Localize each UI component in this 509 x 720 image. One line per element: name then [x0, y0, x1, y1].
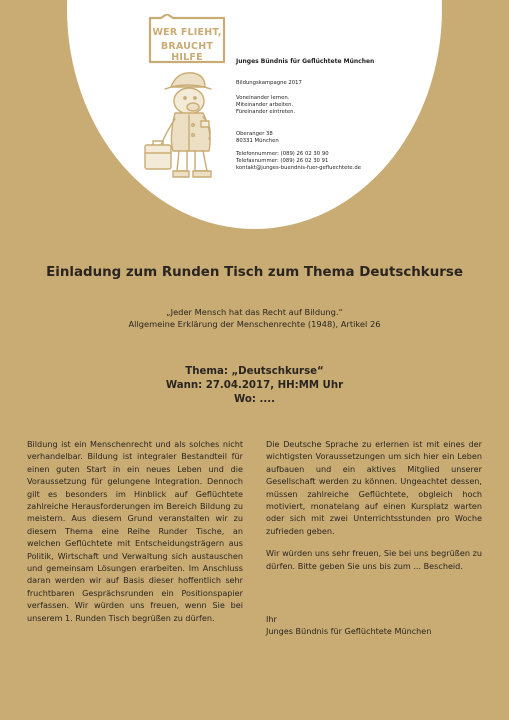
body-right-paragraph-1: Die Deutsche Sprache zu erlernen ist mit eines der wichtigsten Voraussetzungen um sich hier ein Leben aufbauen und ein aktives Mitglied unserer Gesellschaft werden zu können. Ungeachtet dessen, müssen zahlreiche Geflüchtete, obgleich hoch motiviert, monatelang auf einen Kursplatz warten oder sich mit zwei Unterrichtsstunden pro Woche zufrieden geben.	[266, 439, 482, 536]
logo-line-1: WER FLIEHT,	[152, 27, 222, 38]
signoff	[266, 613, 482, 638]
fax-number: Telefaxnummer: (089) 26 02 30 91	[236, 158, 329, 164]
body-left-paragraph: Bildung ist ein Menschenrecht und als solches nicht verhandelbar. Bildung ist integraler Bestandteil für einen guten Start in ein neues Leben und die Voraussetzung für gelungene Integration. Dennoch gilt es besonders im Hinblick auf Geflüchtete zahlreiche Herausforderungen im Bereich Bildung zu meistern. Aus diesem Grund veranstalten wir zu diesem Thema eine Reihe Runder Tische, an welchen Geflüchtete mit Entscheidungsträgern aus Politik, Wirtschaft und Verwaltung sich austauschen und gemeinsam Lösungen erarbeiten. Im Anschluss daran werden wir auf Basis dieser hoffentlich sehr fruchtbaren Gesprächsrunden ein Positionspapier verfassen. Wir würden uns freuen, wenn Sie bei unserem 1. Runden Tisch begrüßen zu dürfen.	[27, 439, 243, 623]
org-name: Junges Bündnis für Geflüchtete München	[236, 58, 375, 65]
body-right-paragraph-2: Wir würden uns sehr freuen, Sie bei uns begrüßen zu dürfen. Bitte geben Sie uns bis zum ... Bescheid.	[266, 548, 482, 571]
motto-3: Füreinander eintreten.	[236, 109, 296, 115]
logo-line-2: BRAUCHT HILFE	[160, 41, 214, 63]
address-street: Oberanger 38	[236, 131, 273, 137]
topic-line: Thema: „Deutschkurse“	[185, 366, 324, 377]
signoff-line-2: Junges Bündnis für Geflüchtete München	[266, 626, 432, 637]
quote-source: Allgemeine Erklärung der Menschenrechte (1948), Artikel 26	[128, 319, 381, 329]
quote: „Jeder Mensch hat das Recht auf Bildung.“	[166, 307, 343, 317]
body-left-column	[27, 438, 243, 634]
motto-1: Voneinander lernen.	[236, 95, 290, 101]
body-right-column	[266, 438, 482, 582]
campaign-label: Bildungskampagne 2017	[236, 80, 302, 86]
contact-email: kontakt@junges-buendnis-fuer-gefluechtete.de	[236, 165, 361, 171]
location-line: Wo: ....	[234, 394, 275, 405]
paddington-bear-icon	[143, 67, 225, 185]
page-title: Einladung zum Runden Tisch zum Thema Deutschkurse	[46, 265, 463, 280]
date-line: Wann: 27.04.2017, HH:MM Uhr	[165, 380, 344, 391]
logo	[147, 14, 227, 65]
motto-2: Miteinander arbeiten.	[236, 102, 294, 108]
address-city: 80331 München	[236, 138, 279, 144]
signoff-line-1: Ihr	[266, 614, 277, 624]
phone-number: Telefonnummer: (089) 26 02 30 90	[236, 151, 329, 157]
